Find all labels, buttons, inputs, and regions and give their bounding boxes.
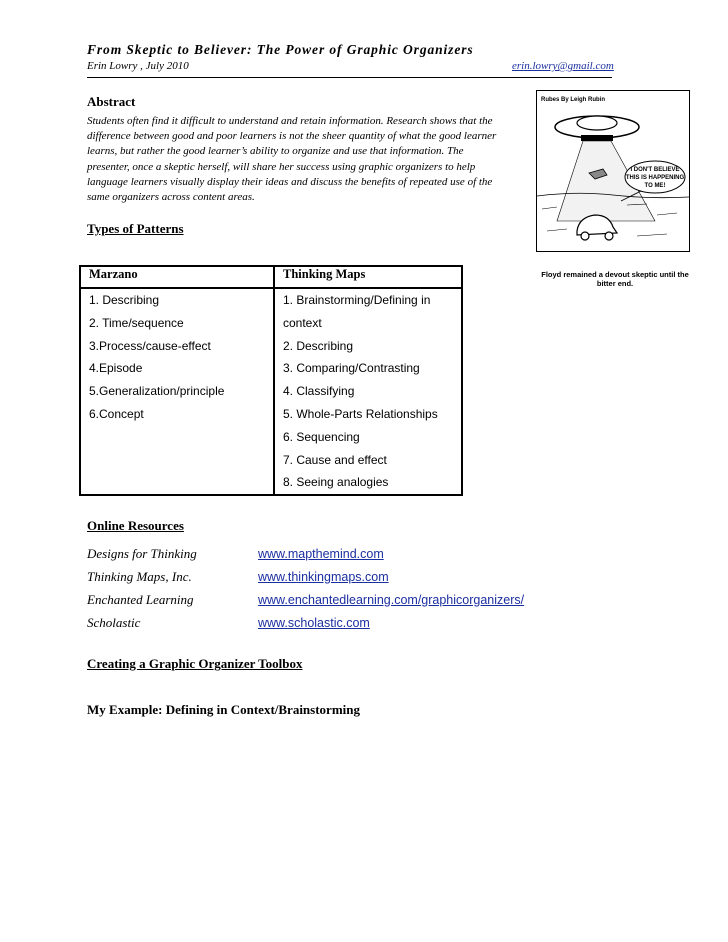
thinking-maps-item: 3. Comparing/Contrasting xyxy=(283,361,420,376)
marzano-item: 6.Concept xyxy=(89,406,144,421)
svg-text:THIS IS HAPPENING: THIS IS HAPPENING xyxy=(625,175,685,181)
thinking-maps-item: 4. Classifying xyxy=(283,384,355,399)
example-heading: My Example: Defining in Context/Brainstorming xyxy=(87,702,360,717)
thinking-maps-item: context xyxy=(283,315,322,330)
abstract-heading: Abstract xyxy=(87,94,136,109)
svg-text:I DON'T BELIEVE: I DON'T BELIEVE xyxy=(630,167,680,173)
resource-link[interactable]: www.enchantedlearning.com/graphicorganizers/ xyxy=(258,593,525,607)
header-rule xyxy=(87,77,612,78)
abstract-line: language learners visually display their ideas and discuss the benefits of repeated use of the xyxy=(87,175,493,188)
marzano-list xyxy=(80,288,274,495)
patterns-table-header xyxy=(80,266,462,288)
resource-name: Enchanted Learning xyxy=(87,592,194,607)
abstract-text xyxy=(87,114,517,205)
thinking-maps-item: 1. Brainstorming/Defining in xyxy=(283,293,431,307)
marzano-item: 5.Generalization/principle xyxy=(89,384,225,399)
header-cell-marzano: Marzano xyxy=(80,266,274,288)
resource-link[interactable]: www.scholastic.com xyxy=(258,616,370,630)
thinking-maps-item: 2. Describing xyxy=(283,338,354,353)
thinking-maps-item: 7. Cause and effect xyxy=(283,452,387,467)
author-email-link[interactable]: erin.lowry@gmail.com xyxy=(512,60,614,72)
abstract-line: same organizers across content areas. xyxy=(87,191,255,204)
marzano-item: 4.Episode xyxy=(89,361,143,376)
toolbox-heading: Creating a Graphic Organizer Toolbox xyxy=(87,656,303,671)
thinking-maps-item: 5. Whole-Parts Relationships xyxy=(283,406,438,421)
thinking-maps-item: 6. Sequencing xyxy=(283,429,360,444)
resources-heading: Online Resources xyxy=(87,518,184,533)
marzano-item: 3.Process/cause-effect xyxy=(89,338,211,353)
marzano-item: 1. Describing xyxy=(89,293,160,307)
ufo-cartoon-drawing xyxy=(537,91,689,251)
thinking-maps-list xyxy=(274,288,462,495)
abstract-line: difference between good and poor learners is not the sheer quantity of what the good learner xyxy=(87,130,497,143)
cartoon-credit: Rubes By Leigh Rubin xyxy=(541,97,606,103)
patterns-heading: Types of Patterns xyxy=(87,221,184,236)
cartoon-caption: Floyd remained a devout skeptic until the bitter end. xyxy=(541,270,689,288)
resource-name: Thinking Maps, Inc. xyxy=(87,569,192,584)
resource-name: Designs for Thinking xyxy=(87,546,197,561)
svg-text:TO ME!: TO ME! xyxy=(644,183,666,189)
author-date: Erin Lowry , July 2010 xyxy=(87,60,189,72)
abstract-line: presenter, once a skeptic herself, will share her success using graphic organizers to help xyxy=(87,160,476,173)
patterns-table-body xyxy=(80,288,462,495)
resource-name: Scholastic xyxy=(87,615,141,630)
ufo-cartoon xyxy=(536,90,690,252)
resource-link[interactable]: www.mapthemind.com xyxy=(258,547,384,561)
abstract-line: Students often find it difficult to understand and retain information. Research shows that the xyxy=(87,115,493,127)
resource-link[interactable]: www.thinkingmaps.com xyxy=(258,570,389,584)
marzano-item: 2. Time/sequence xyxy=(89,315,184,330)
header-cell-thinking-maps: Thinking Maps xyxy=(274,266,462,288)
document-title: From Skeptic to Believer: The Power of Graphic Organizers xyxy=(87,42,474,57)
patterns-table xyxy=(79,265,463,496)
abstract-line: learns, but rather the good learner’s ability to organize and use that information. The xyxy=(87,145,464,158)
thinking-maps-item: 8. Seeing analogies xyxy=(283,475,389,490)
